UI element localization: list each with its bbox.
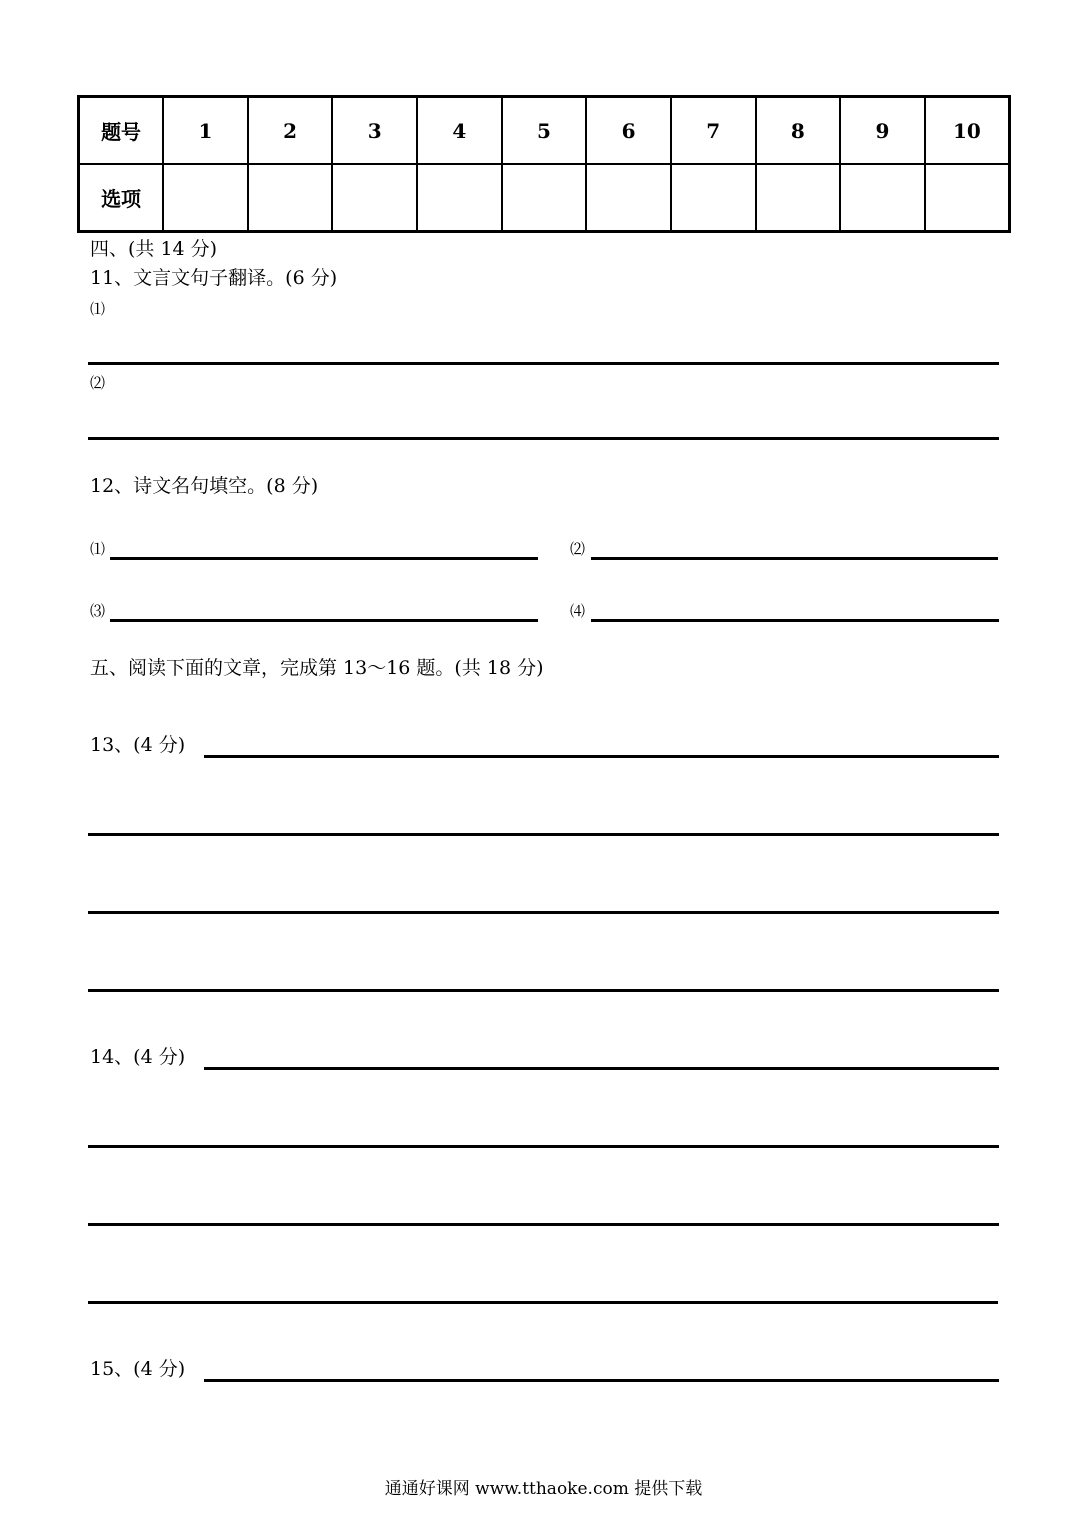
q12-answer-line-2[interactable] bbox=[591, 557, 998, 560]
question-number-cell: 1 bbox=[163, 97, 248, 165]
footer-credit: 通通好课网 www.tthaoke.com 提供下载 bbox=[384, 1479, 703, 1499]
question-number-cell: 7 bbox=[671, 97, 756, 165]
q13-answer-line-2[interactable] bbox=[88, 833, 999, 836]
answer-cell[interactable] bbox=[417, 164, 502, 232]
q12-answer-line-3[interactable] bbox=[110, 619, 538, 622]
question-number-cell: 6 bbox=[586, 97, 671, 165]
answer-cell[interactable] bbox=[756, 164, 841, 232]
answer-cell[interactable] bbox=[840, 164, 925, 232]
row-header-option: 选项 bbox=[79, 164, 164, 232]
question-11-title: 11、文言文句子翻译。(6 分) bbox=[90, 267, 338, 289]
answer-cell[interactable] bbox=[925, 164, 1010, 232]
q13-answer-line-3[interactable] bbox=[88, 911, 999, 914]
q12-answer-line-1[interactable] bbox=[110, 557, 538, 560]
answer-cell[interactable] bbox=[502, 164, 587, 232]
question-number-cell: 4 bbox=[417, 97, 502, 165]
answer-cell[interactable] bbox=[586, 164, 671, 232]
question-number-cell: 10 bbox=[925, 97, 1010, 165]
q13-answer-line-4[interactable] bbox=[88, 989, 999, 992]
table-row-numbers bbox=[79, 97, 1010, 165]
question-number-cell: 3 bbox=[332, 97, 417, 165]
q14-answer-line-2[interactable] bbox=[88, 1145, 999, 1148]
q11-answer-line-2[interactable] bbox=[88, 437, 999, 440]
q12-answer-line-4[interactable] bbox=[591, 619, 999, 622]
answer-cell[interactable] bbox=[332, 164, 417, 232]
question-12-title: 12、诗文名句填空。(8 分) bbox=[90, 475, 319, 497]
q11-answer-line-1[interactable] bbox=[88, 362, 999, 365]
q12-item-3-label: ⑶ bbox=[90, 602, 106, 620]
question-number-cell: 8 bbox=[756, 97, 841, 165]
q14-answer-line-4[interactable] bbox=[88, 1301, 998, 1304]
answer-cell[interactable] bbox=[671, 164, 756, 232]
question-15-title: 15、(4 分) bbox=[90, 1358, 186, 1380]
question-14-title: 14、(4 分) bbox=[90, 1046, 186, 1068]
q13-answer-line-1[interactable] bbox=[204, 755, 999, 758]
q11-item-2-label: ⑵ bbox=[90, 374, 106, 392]
question-13-title: 13、(4 分) bbox=[90, 734, 186, 756]
q12-item-4-label: ⑷ bbox=[570, 602, 586, 620]
question-number-cell: 2 bbox=[248, 97, 333, 165]
table-row-options bbox=[79, 164, 1010, 232]
question-number-cell: 5 bbox=[502, 97, 587, 165]
answer-cell[interactable] bbox=[163, 164, 248, 232]
q14-answer-line-1[interactable] bbox=[204, 1067, 999, 1070]
section-4-title: 四、(共 14 分) bbox=[90, 238, 218, 260]
q12-item-1-label: ⑴ bbox=[90, 540, 106, 558]
row-header-question-number: 题号 bbox=[79, 97, 164, 165]
answer-cell[interactable] bbox=[248, 164, 333, 232]
q12-item-2-label: ⑵ bbox=[570, 540, 586, 558]
question-number-cell: 9 bbox=[840, 97, 925, 165]
q14-answer-line-3[interactable] bbox=[88, 1223, 999, 1226]
section-5-title: 五、阅读下面的文章，完成第 13～16 题。(共 18 分) bbox=[90, 657, 544, 679]
answer-table bbox=[77, 95, 1011, 233]
q11-item-1-label: ⑴ bbox=[90, 300, 106, 318]
q15-answer-line-1[interactable] bbox=[204, 1379, 999, 1382]
